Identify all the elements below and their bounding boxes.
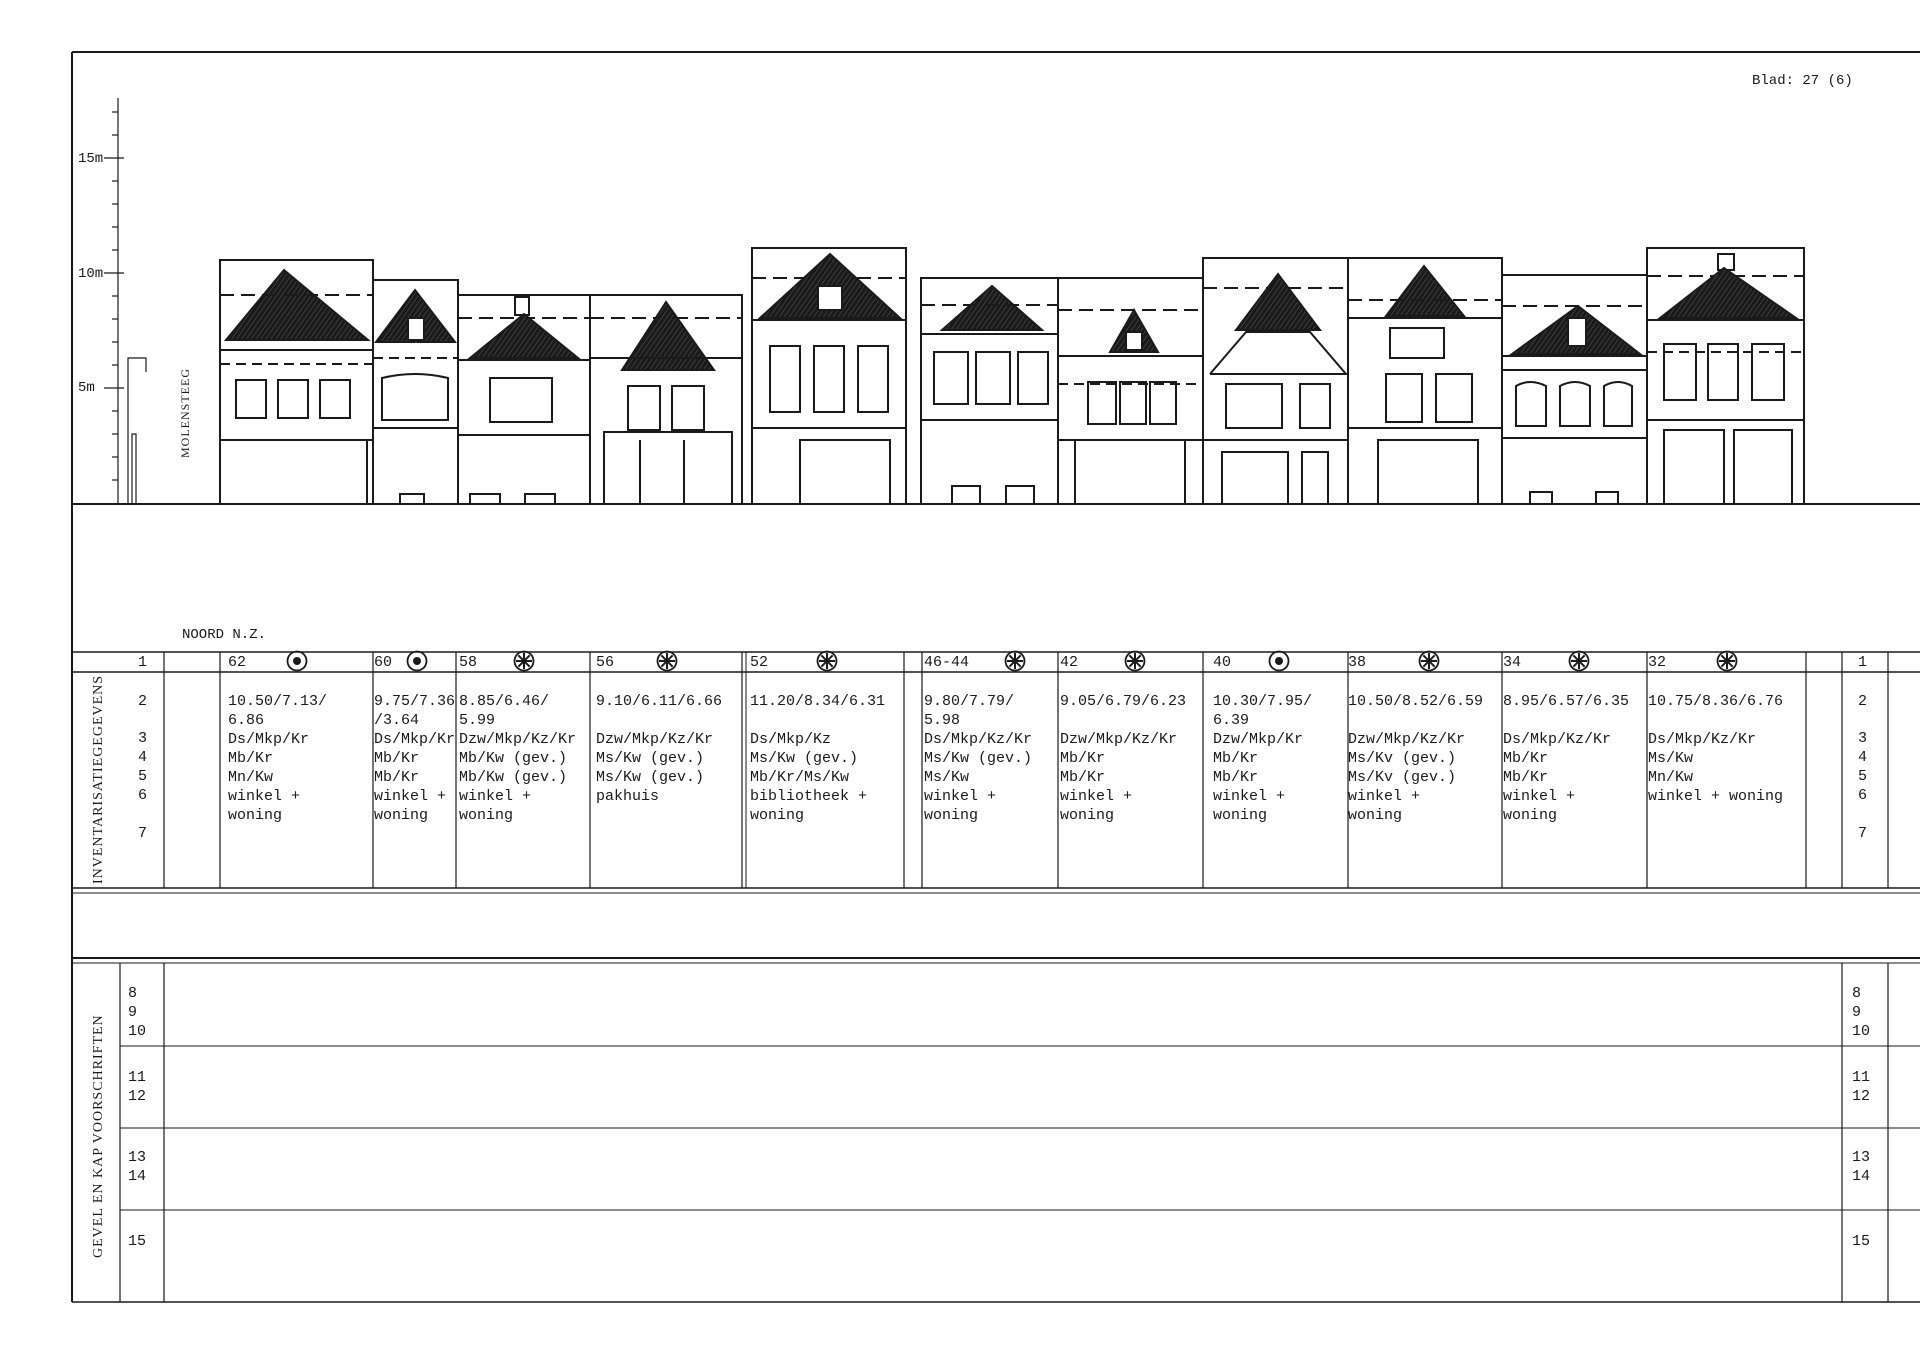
- facade-40: [1203, 258, 1348, 504]
- row-number: 12: [128, 1088, 147, 1105]
- row-numbers-right: [1858, 692, 1867, 843]
- row-number: 13: [128, 1149, 147, 1166]
- inventory-value: Ms/Kv (gev.): [1348, 750, 1457, 767]
- row-number: 15: [128, 1233, 147, 1250]
- scale-label-5m: 5m: [78, 380, 95, 396]
- inventory-value: Mn/Kw: [228, 769, 274, 786]
- facade-38: [1348, 258, 1502, 504]
- row-number: 5: [138, 768, 148, 785]
- inventory-value: [596, 711, 722, 730]
- inventory-value: Dzw/Mkp/Kr: [1213, 731, 1304, 748]
- inventory-value: Ds/Mkp/Kz/Kr: [1648, 731, 1757, 748]
- inventory-value: /3.64: [374, 712, 420, 729]
- inventory-value: Dzw/Mkp/Kz/Kr: [1060, 731, 1178, 748]
- row-number: 2: [1858, 693, 1868, 710]
- inventory-value: Ms/Kw: [1648, 750, 1694, 767]
- row-number: 10: [1852, 1023, 1871, 1040]
- house-number: 38: [1348, 654, 1367, 671]
- regulation-row-numbers: [128, 984, 146, 1041]
- row-number: 3: [1858, 730, 1868, 747]
- house-inventory-cell: [459, 692, 576, 825]
- inventory-value: Ds/Mkp/Kr: [228, 731, 310, 748]
- row-numbers-left: [138, 692, 147, 843]
- facade-32: [1647, 248, 1804, 504]
- inventory-value: Ds/Mkp/Kz/Kr: [1503, 731, 1612, 748]
- direction-label: NOORD N.Z.: [182, 627, 267, 643]
- house-inventory-cell: [1348, 692, 1483, 825]
- house-number: 42: [1060, 654, 1079, 671]
- inventory-value: Mb/Kw (gev.): [459, 769, 568, 786]
- regulations-section-title: GEVEL EN KAP VOORSCHRIFTEN: [91, 1014, 106, 1258]
- row-number: 4: [138, 749, 148, 766]
- row-number: 8: [1852, 985, 1862, 1002]
- inventory-value: 9.80/7.79/: [924, 693, 1015, 710]
- house-number: 56: [596, 654, 615, 671]
- inventory-value: woning: [374, 807, 429, 824]
- regulation-row-numbers: [128, 1068, 146, 1106]
- scale-label-15m: 15m: [78, 151, 104, 167]
- house-inventory-cell: [1648, 692, 1783, 825]
- inventory-value: Ds/Mkp/Kz: [750, 731, 832, 748]
- house-number: 60: [374, 654, 393, 671]
- house-inventory-cell: [750, 692, 885, 825]
- row-number: 4: [1858, 749, 1868, 766]
- facade-52: [752, 248, 906, 504]
- row-number: 10: [128, 1023, 147, 1040]
- inventory-value: winkel +: [228, 788, 301, 805]
- inventory-value: 8.95/6.57/6.35: [1503, 693, 1630, 710]
- inventory-value: 6.86: [228, 712, 265, 729]
- house-number: 46-44: [924, 654, 970, 671]
- inventory-value: 9.05/6.79/6.23: [1060, 693, 1187, 710]
- scale-label-10m: 10m: [78, 266, 104, 282]
- inventory-value: Mb/Kr: [1213, 750, 1259, 767]
- row-number: 7: [138, 825, 148, 842]
- inventory-value: 10.50/8.52/6.59: [1348, 693, 1484, 710]
- inventory-value: Mb/Kr: [374, 769, 420, 786]
- inventory-value: Mb/Kr: [228, 750, 274, 767]
- inventory-value: Ms/Kw (gev.): [596, 750, 705, 767]
- inventory-value: [750, 711, 885, 730]
- inventory-value: Ms/Kw (gev.): [750, 750, 859, 767]
- regulation-row-numbers: [1852, 1068, 1870, 1106]
- row-number: 5: [1858, 768, 1868, 785]
- facade-60: [373, 280, 458, 504]
- drawing-frame: [72, 52, 1920, 1302]
- dot-circle-icon: [406, 650, 428, 672]
- house-inventory-cell: [596, 692, 722, 825]
- facade-62: [220, 260, 373, 504]
- inventory-value: 10.30/7.95/: [1213, 693, 1313, 710]
- regulation-row-numbers: [128, 1232, 146, 1251]
- house-number: 58: [459, 654, 478, 671]
- inventory-value: woning: [459, 807, 514, 824]
- row-number-1-left: 1: [138, 654, 148, 671]
- house-number: 34: [1503, 654, 1522, 671]
- inventory-value: [1060, 711, 1186, 730]
- asterisk-circle-icon: [816, 650, 838, 672]
- inventory-value: winkel +: [1348, 788, 1421, 805]
- row-number: 2: [138, 693, 148, 710]
- inventory-value: Mb/Kr: [374, 750, 420, 767]
- inventory-value: Ms/Kw: [924, 769, 970, 786]
- inventory-value: 8.85/6.46/: [459, 693, 550, 710]
- inventory-value: Ms/Kv (gev.): [1348, 769, 1457, 786]
- inventory-value: woning: [1348, 807, 1403, 824]
- house-inventory-cell: [1503, 692, 1629, 825]
- inventory-value: [1648, 806, 1783, 825]
- asterisk-circle-icon: [1716, 650, 1738, 672]
- row-number-1-right: 1: [1858, 654, 1868, 671]
- height-scale-ruler: [104, 98, 146, 504]
- row-number: 8: [128, 985, 138, 1002]
- facade-42: [1058, 278, 1203, 504]
- side-street-label: MOLENSTEEG: [178, 368, 192, 458]
- inventory-value: Dzw/Mkp/Kz/Kr: [1348, 731, 1466, 748]
- regulation-row-numbers: [1852, 1232, 1870, 1251]
- inventory-value: woning: [924, 807, 979, 824]
- inventory-value: woning: [1060, 807, 1115, 824]
- inventory-value: woning: [1213, 807, 1268, 824]
- row-number: 9: [128, 1004, 138, 1021]
- inventory-value: [1648, 711, 1783, 730]
- facade-56: [590, 295, 742, 504]
- inventory-value: 10.50/7.13/: [228, 693, 328, 710]
- inventory-value: woning: [750, 807, 805, 824]
- house-inventory-cell: [1060, 692, 1186, 825]
- inventory-value: [1503, 711, 1629, 730]
- asterisk-circle-icon: [513, 650, 535, 672]
- facade-58: [458, 295, 590, 504]
- regulation-row-numbers: [1852, 984, 1870, 1041]
- row-number: 14: [1852, 1168, 1871, 1185]
- row-number: 7: [1858, 825, 1868, 842]
- inventory-value: Mb/Kr: [1503, 769, 1549, 786]
- inventory-value: winkel +: [924, 788, 997, 805]
- inventory-value: Ms/Kw (gev.): [924, 750, 1033, 767]
- row-number: 11: [1852, 1069, 1871, 1086]
- row-number: 6: [1858, 787, 1868, 804]
- inventory-value: 5.99: [459, 712, 496, 729]
- inventory-value: Mb/Kw (gev.): [459, 750, 568, 767]
- inventory-value: 9.10/6.11/6.66: [596, 693, 723, 710]
- inventory-value: 9.75/7.36: [374, 693, 456, 710]
- row-number: 6: [138, 787, 148, 804]
- house-number: 52: [750, 654, 769, 671]
- row-number: 11: [128, 1069, 147, 1086]
- inventory-value: Mb/Kr: [1213, 769, 1259, 786]
- inventory-value: Mb/Kr: [1503, 750, 1549, 767]
- inventory-value: 5.98: [924, 712, 961, 729]
- row-number: 13: [1852, 1149, 1871, 1166]
- inventory-value: winkel +: [1503, 788, 1576, 805]
- page-label: Blad: 27 (6): [1752, 73, 1853, 89]
- inventory-value: winkel +: [1060, 788, 1133, 805]
- inventory-value: winkel +: [374, 788, 447, 805]
- asterisk-circle-icon: [1418, 650, 1440, 672]
- inventory-value: Ms/Kw (gev.): [596, 769, 705, 786]
- dot-circle-icon: [286, 650, 308, 672]
- house-inventory-cell: [924, 692, 1032, 825]
- inventory-value: winkel +: [1213, 788, 1286, 805]
- row-number: 14: [128, 1168, 147, 1185]
- facade-elevations: [220, 248, 1804, 504]
- facade-46-44: [921, 278, 1058, 504]
- house-number: 40: [1213, 654, 1232, 671]
- asterisk-circle-icon: [1124, 650, 1146, 672]
- inventory-value: Mn/Kw: [1648, 769, 1694, 786]
- inventory-value: winkel + woning: [1648, 788, 1784, 805]
- inventory-value: 6.39: [1213, 712, 1250, 729]
- row-number: 9: [1852, 1004, 1862, 1021]
- row-number: 12: [1852, 1088, 1871, 1105]
- asterisk-circle-icon: [1568, 650, 1590, 672]
- inventory-value: bibliotheek +: [750, 788, 868, 805]
- inventory-value: 10.75/8.36/6.76: [1648, 693, 1784, 710]
- inventory-value: Ds/Mkp/Kz/Kr: [924, 731, 1033, 748]
- inventory-value: [1348, 711, 1483, 730]
- house-inventory-cell: [228, 692, 327, 825]
- inventory-section-title: INVENTARISATIEGEGEVENS: [91, 674, 106, 884]
- regulation-row-numbers: [128, 1148, 146, 1186]
- row-number: 3: [138, 730, 148, 747]
- regulation-row-numbers: [1852, 1148, 1870, 1186]
- inventory-value: Mb/Kr: [1060, 750, 1106, 767]
- row-number: 15: [1852, 1233, 1871, 1250]
- asterisk-circle-icon: [656, 650, 678, 672]
- dot-circle-icon: [1268, 650, 1290, 672]
- facade-34: [1502, 275, 1647, 504]
- inventory-value: woning: [1503, 807, 1558, 824]
- house-inventory-cell: [374, 692, 455, 825]
- inventory-value: Dzw/Mkp/Kz/Kr: [596, 731, 714, 748]
- house-number: 62: [228, 654, 247, 671]
- inventory-value: Dzw/Mkp/Kz/Kr: [459, 731, 577, 748]
- asterisk-circle-icon: [1004, 650, 1026, 672]
- inventory-value: pakhuis: [596, 788, 660, 805]
- inventory-value: Ds/Mkp/Kr: [374, 731, 456, 748]
- inventory-value: 11.20/8.34/6.31: [750, 693, 886, 710]
- inventory-value: Mb/Kr/Ms/Kw: [750, 769, 850, 786]
- inventory-value: woning: [228, 807, 283, 824]
- inventory-value: [596, 806, 722, 825]
- house-inventory-cell: [1213, 692, 1312, 825]
- regulations-table-grid: [120, 963, 1920, 1302]
- inventory-value: Mb/Kr: [1060, 769, 1106, 786]
- inventory-value: winkel +: [459, 788, 532, 805]
- house-number: 32: [1648, 654, 1667, 671]
